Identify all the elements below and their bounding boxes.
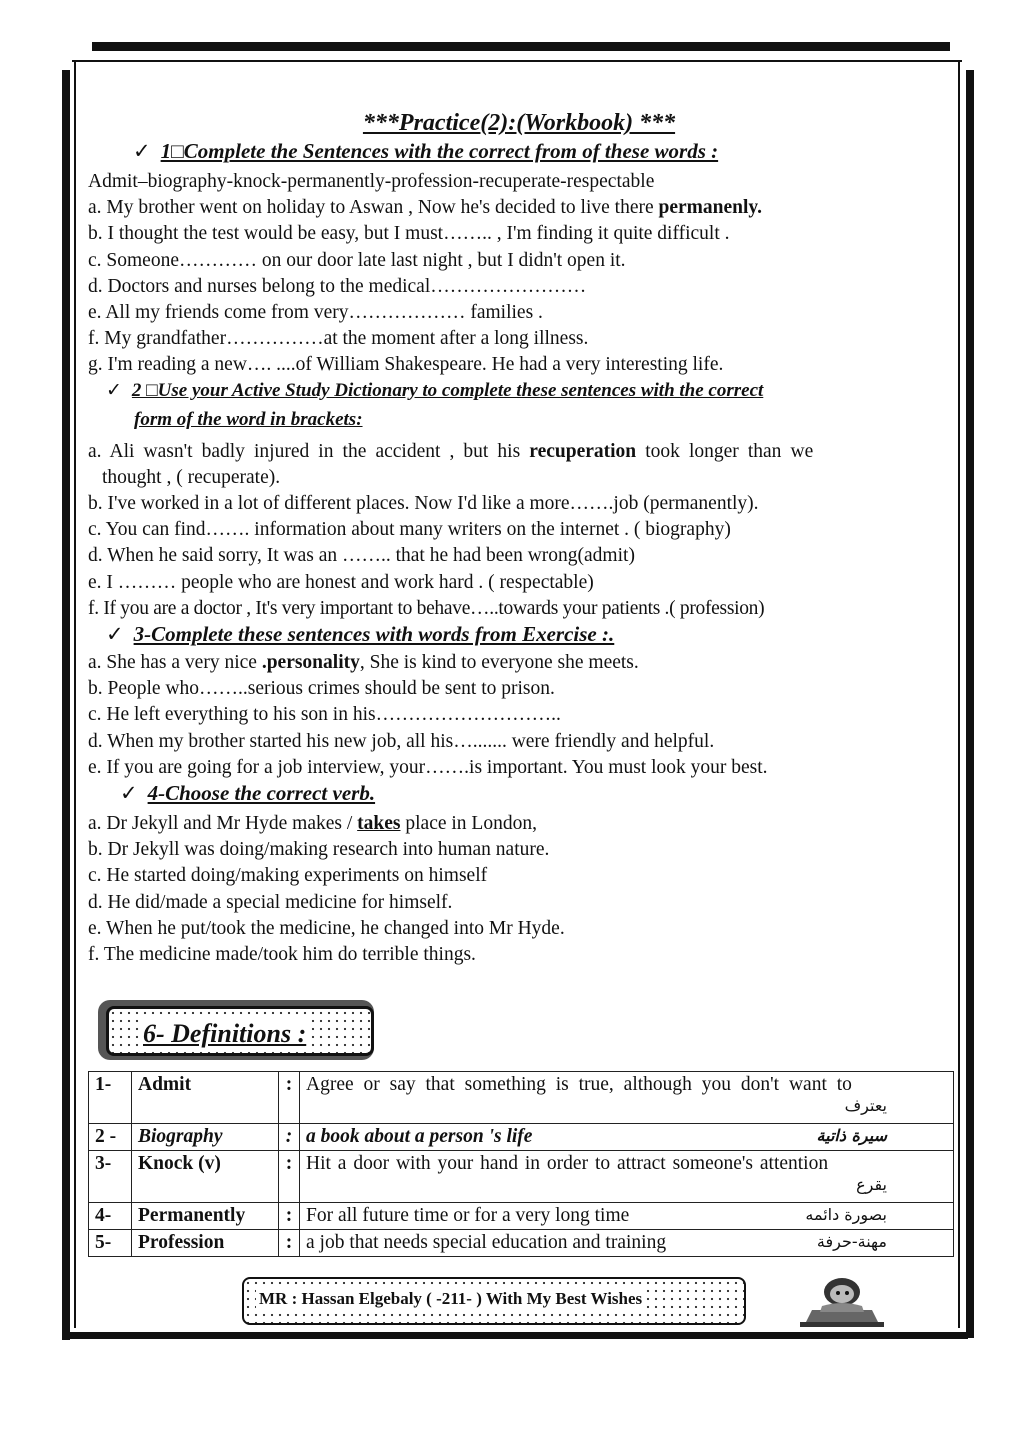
definitions-table — [88, 1071, 954, 1257]
check-icon: ✓ — [106, 622, 124, 647]
table-row — [89, 1151, 954, 1203]
page-border-top — [92, 42, 950, 51]
exercise-line: b. People who……..serious crimes should be sent to prison. — [88, 678, 555, 700]
page-title: ***Practice(2):(Workbook) *** — [362, 110, 676, 136]
row-definition: Hit a door with your hand in order to attract someone's attention يقرع — [300, 1151, 954, 1203]
exercise-line: b. I've worked in a lot of different places. Now I'd like a more…….job (permanently). — [88, 493, 759, 515]
page-border-right — [966, 70, 974, 1338]
worksheet-content — [88, 110, 950, 968]
row-word: Knock (v) — [132, 1151, 279, 1203]
exercise-line: e. When he put/took the medicine, he changed into Mr Hyde. — [88, 917, 565, 939]
exercise-line: d. Doctors and nurses belong to the medical…………………… — [88, 275, 587, 297]
word-bank: Admit–biography-knock-permanently-profession-recuperate-respectable — [88, 171, 655, 192]
table-row — [89, 1124, 954, 1151]
arabic-translation: سيرة ذاتية — [816, 1126, 887, 1145]
row-word: Admit — [132, 1072, 279, 1124]
page-border-inner-right — [958, 60, 960, 1328]
check-icon: ✓ — [133, 139, 151, 163]
exercise-line: d. He did/made a special medicine for himself. — [88, 891, 453, 913]
row-number: 3- — [89, 1151, 132, 1203]
table-row — [89, 1203, 954, 1230]
arabic-translation: مهنة-حرفة — [816, 1232, 887, 1251]
page-border-left — [62, 70, 70, 1340]
exercise-line: c. Someone………… on our door late last night , but I didn't open it. — [88, 249, 626, 271]
exercise-line: f. The medicine made/took him do terrible things. — [88, 944, 476, 966]
exercise-line: d. When he said sorry, It was an …….. that he had been wrong(admit) — [88, 545, 635, 567]
row-definition: Agree or say that something is true, although you don't want to يعترف — [300, 1072, 954, 1124]
row-definition: a job that needs special education and training مهنة-حرفة — [300, 1230, 954, 1257]
section-2-heading: ✓ 2 □Use your Active Study Dictionary to complete these sentences with the correct — [106, 379, 764, 401]
row-word: Profession — [132, 1230, 279, 1257]
row-definition: a book about a person 's life سيرة ذاتية — [300, 1124, 954, 1151]
section-3-heading: ✓ 3-Complete these sentences with words from Exercise :. — [106, 622, 615, 647]
row-colon: : — [279, 1230, 300, 1257]
arabic-translation: يعترف — [844, 1096, 887, 1115]
page-border-inner-left — [74, 60, 76, 1328]
arabic-translation: يقرع — [856, 1175, 887, 1194]
exercise-line: b. I thought the test would be easy, but I must…….. , I'm finding it quite difficult . — [88, 223, 730, 245]
exercise-line: thought , ( recuperate). — [102, 466, 281, 488]
exercise-line: a. She has a very nice .personality, She is kind to everyone she meets. — [88, 652, 639, 674]
exercise-line: a. Dr Jekyll and Mr Hyde makes / takes place in London, — [88, 813, 537, 835]
row-number: 1- — [89, 1072, 132, 1124]
badge-dotted-box — [106, 1006, 374, 1056]
exercise-line: a. My brother went on holiday to Aswan , Now he's decided to live there permanenly. — [88, 197, 762, 219]
exercise-line: c. He started doing/making experiments on himself — [88, 865, 488, 887]
exercise-line: a. Ali wasn't badly injured in the accident , but his recuperation took longer than we — [88, 440, 814, 462]
exercise-line: c. He left everything to his son in his……………………….. — [88, 704, 561, 726]
exercise-line: e. I ……… people who are honest and work hard . ( respectable) — [88, 571, 594, 593]
table-row — [89, 1072, 954, 1124]
row-colon: : — [279, 1203, 300, 1230]
definitions-badge — [98, 1000, 374, 1060]
check-icon: ✓ — [120, 781, 138, 806]
exercise-line: f. If you are a doctor , It's very important to behave…..towards your patients .( profession) — [88, 597, 765, 619]
definitions-heading: 6- Definitions : — [139, 1019, 310, 1049]
section-1-heading: ✓ 1□Complete the Sentences with the correct from of these words : — [133, 139, 719, 163]
section-2-heading-cont: form of the word in brackets: — [134, 408, 363, 430]
row-number: 5- — [89, 1230, 132, 1257]
row-word: Biography — [132, 1124, 279, 1151]
row-number: 2 - — [89, 1124, 132, 1151]
row-colon: : — [279, 1124, 300, 1151]
row-colon: : — [279, 1151, 300, 1203]
arabic-translation: بصورة دائمه — [805, 1205, 887, 1224]
exercise-line: f. My grandfather……………at the moment after a long illness. — [88, 328, 589, 350]
footer-text: MR : Hassan Elgebaly ( -211- ) With My Best Wishes — [256, 1289, 645, 1309]
footer-box — [242, 1277, 746, 1325]
exercise-line: g. I'm reading a new…. ....of William Shakespeare. He had a very interesting life. — [88, 354, 724, 376]
page-border-inner-top — [72, 60, 962, 62]
teacher-illustration-icon — [792, 1270, 892, 1330]
exercise-line: d. When my brother started his new job, all his…....... were friendly and helpful. — [88, 730, 715, 752]
row-definition: For all future time or for a very long time بصورة دائمه — [300, 1203, 954, 1230]
row-word: Permanently — [132, 1203, 279, 1230]
exercise-line: e. All my friends come from very……………… families . — [88, 302, 543, 324]
section-4-heading: ✓ 4-Choose the correct verb. — [120, 781, 376, 806]
row-number: 4- — [89, 1203, 132, 1230]
check-icon: ✓ — [106, 379, 122, 401]
exercise-line: b. Dr Jekyll was doing/making research into human nature. — [88, 839, 550, 861]
page-border-bottom — [68, 1332, 968, 1339]
row-colon: : — [279, 1072, 300, 1124]
table-row — [89, 1230, 954, 1257]
exercise-line: c. You can find……. information about many writers on the internet . ( biography) — [88, 519, 731, 541]
exercise-line: e. If you are going for a job interview, your…….is important. You must look your best. — [88, 756, 768, 778]
